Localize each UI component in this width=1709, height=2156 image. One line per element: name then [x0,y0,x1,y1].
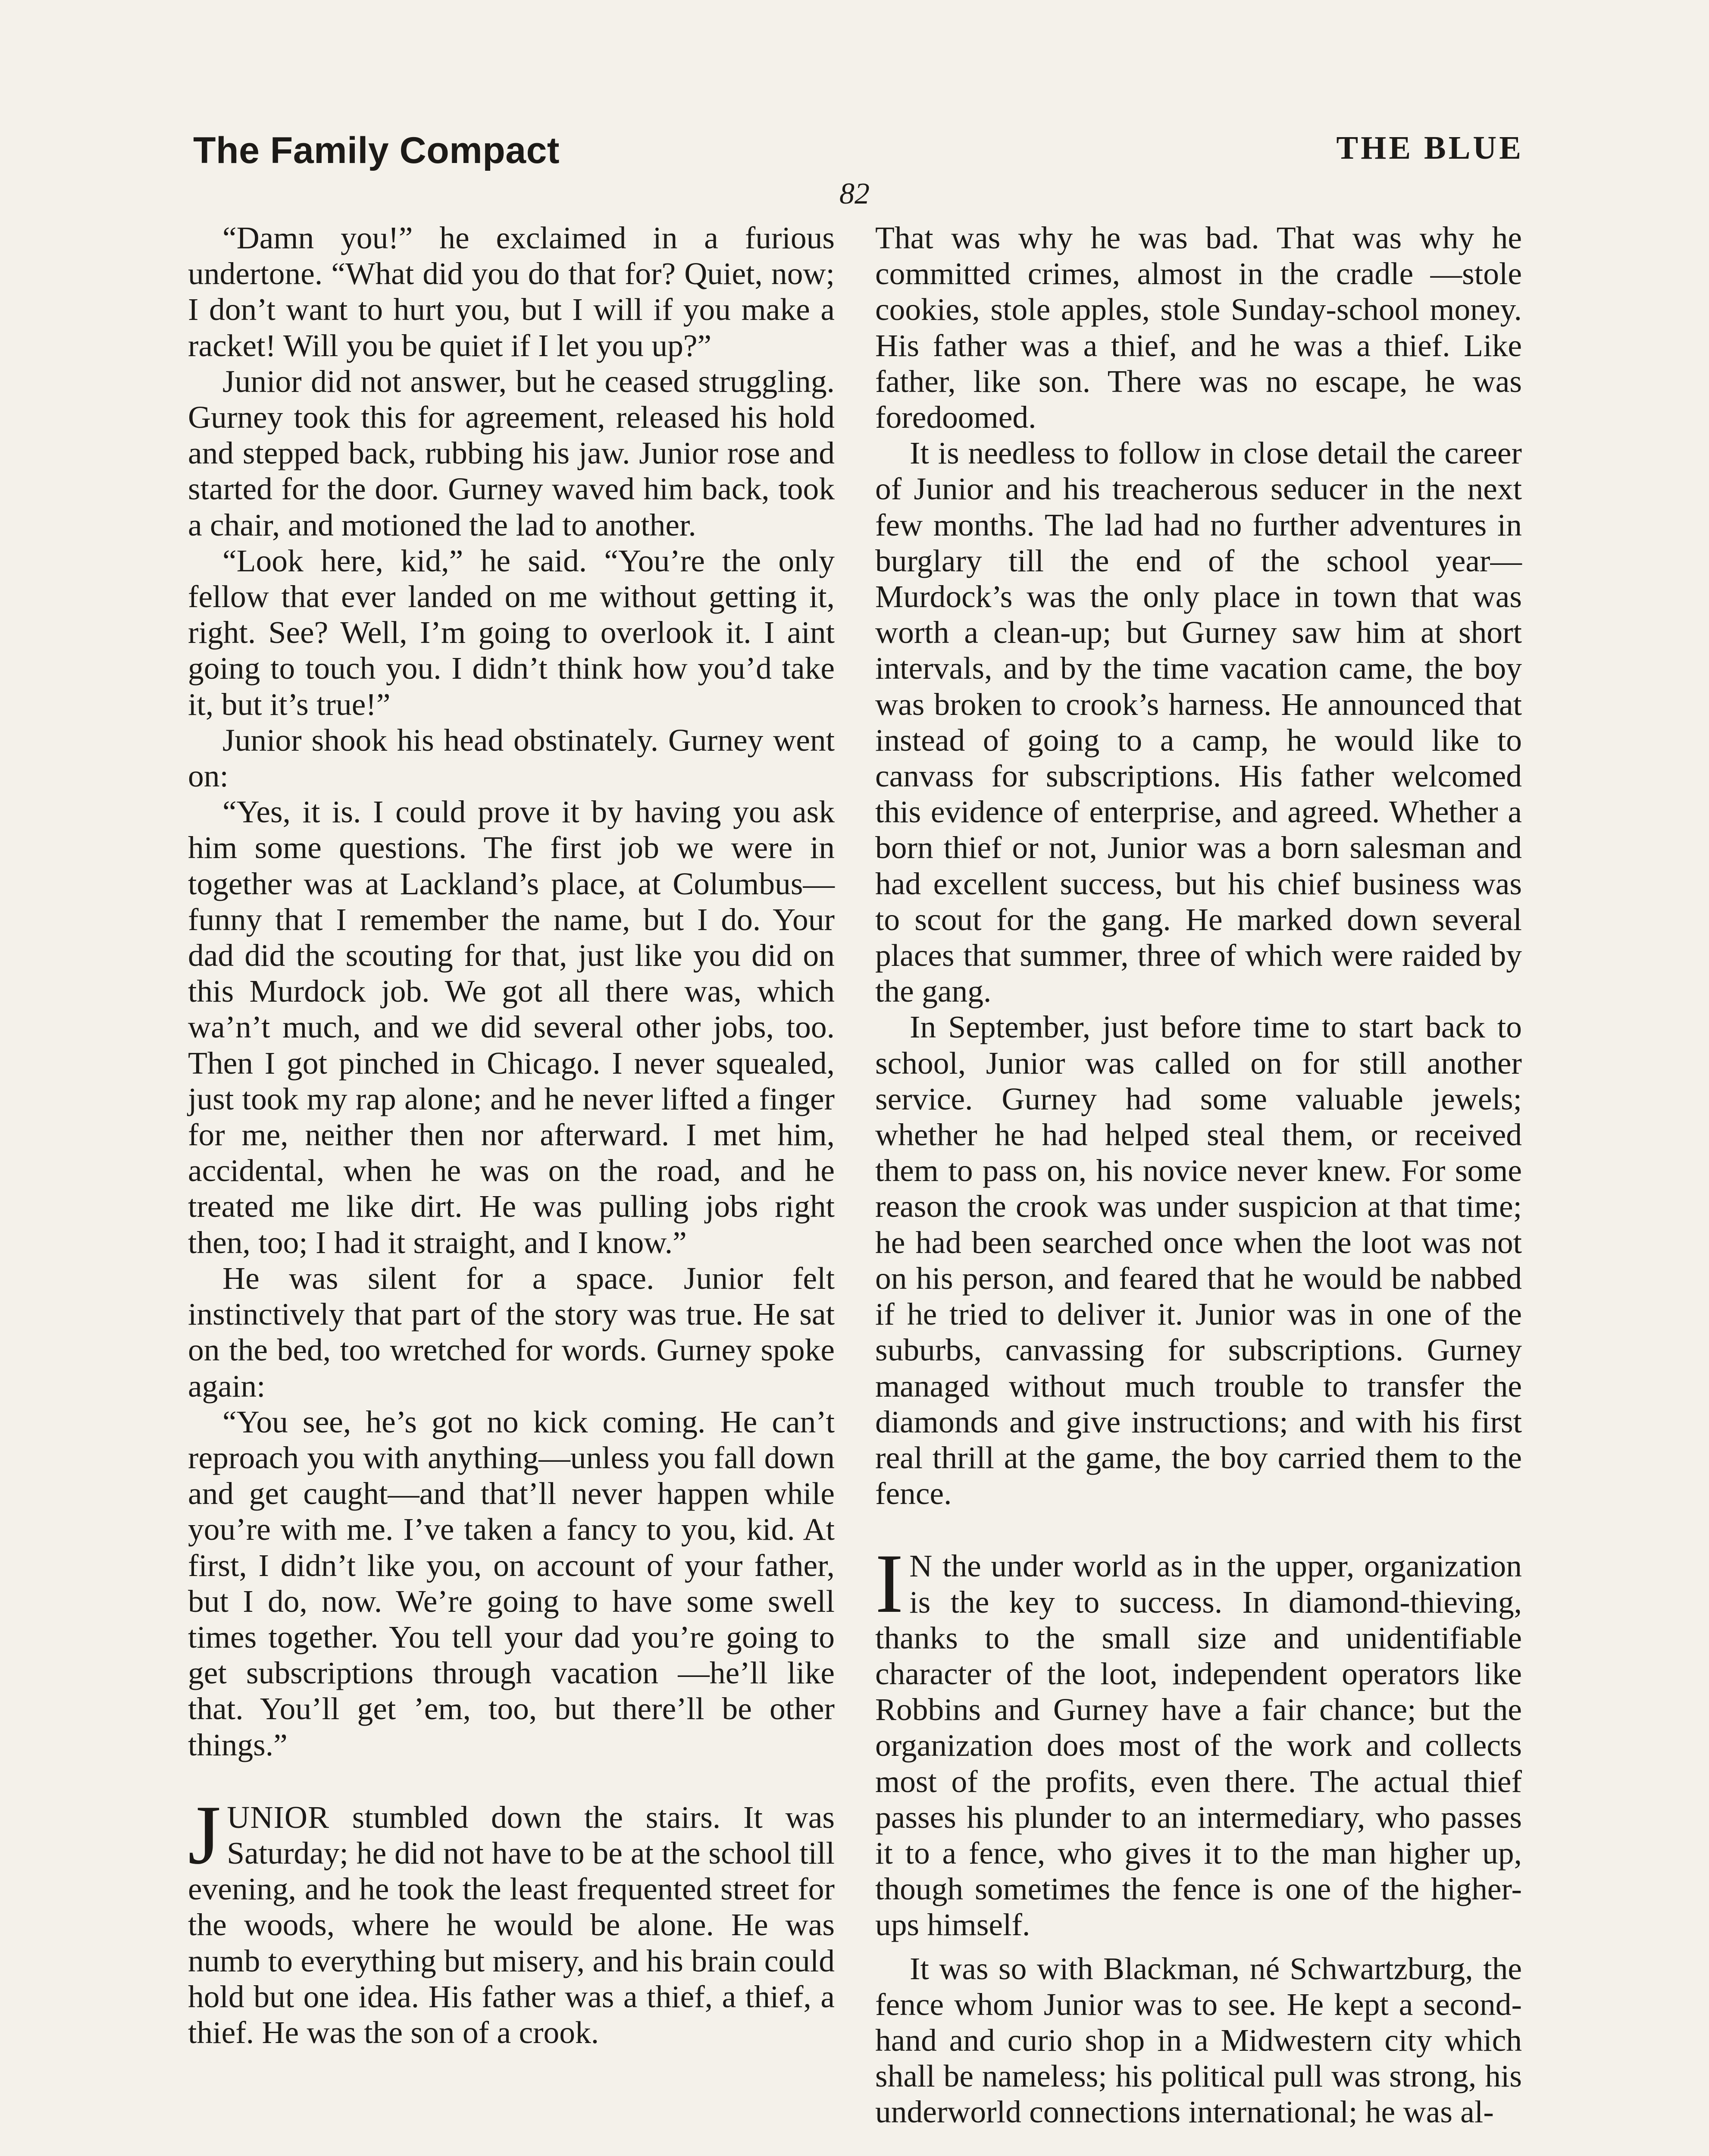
paragraph: Junior did not answer, but he ceased struggling. Gurney took this for agreement, released his hold and stepped back, rubbing his jaw. Junior rose and started for the door. Gurney waved him back, took a chair, and motioned the lad to another. [188,364,835,542]
left-column [188,220,835,2050]
drop-cap: I [875,1537,904,1631]
section-opening-paragraph [875,1537,1522,1943]
paragraph: “You see, he’s got no kick coming. He can’t reproach you with anything—unless you fall down and get caught—and that’ll never happen while you’re with me. I’ve taken a fancy to you, kid. At first, I didn’t like you, on account of your father, but I do, now. We’re going to have some swell times together. You tell your dad you’re going to get subscriptions through vacation —he’ll like that. You’ll get ’em, too, but there’ll be other things.” [188,1404,835,1762]
section-text: the under world as in the upper, organization is the key to success. In diamond-thieving, thanks to the small size and unidentifiable character of the loot, independent operators like Robbins and Gurney have a fair chance; but the organization does most of the work and collects most of the profits, even there. The actual thief passes his plunder to an intermediary, who passes it to a fence, who gives it to the man higher up, though sometimes the fence is one of the higher-ups himself. [875,1548,1522,1943]
paragraph: It is needless to follow in close detail the career of Junior and his treacherous seducer in the next few months. The lad had no further adventures in burglary till the end of the school year—Murdock’s was the only place in town that was worth a clean-up; but Gurney saw him at short intervals, and by the time vacation came, the boy was broken to crook’s harness. He announced that instead of going to a camp, he would like to canvass for subscriptions. His father welcomed this evidence of enterprise, and agreed. Whether a born thief or not, Junior was a born salesman and had excellent success, but his chief business was to scout for the gang. He marked down several places that summer, three of which were raided by the gang. [875,436,1522,1009]
section-text: stumbled down the stairs. It was Saturday; he did not have to be at the school till evening, and he took the least frequented street for the woods, where he would be alone. He was numb to everything but misery, and his brain could hold but one idea. His father was a thief, a thief, a thief. He was the son of a crook. [188,1799,835,2050]
paragraph: That was why he was bad. That was why he committed crimes, almost in the cradle —stole cookies, stole apples, stole Sunday-school money. His father was a thief, and he was a thief. Like father, like son. There was no escape, he was foredoomed. [875,220,1522,435]
running-title: The Family Compact [193,130,560,171]
paragraph: “Damn you!” he exclaimed in a furious undertone. “What did you do that for? Quiet, now; I don’t want to hurt you, but I will if you make a racket! Will you be quiet if I let you up?” [188,220,835,363]
section-opening-paragraph [188,1788,835,2050]
paragraph: It was so with Blackman, né Schwartzburg, the fence whom Junior was to see. He kept a second-hand and curio shop in a Midwestern city which shall be nameless; his political pull was strong, his underworld connections international; he was al- [875,1951,1522,2130]
magazine-name: THE BLUE [1336,130,1524,166]
drop-cap: J [188,1788,221,1882]
right-column [875,220,1522,2130]
paragraph: He was silent for a space. Junior felt instinctively that part of the story was true. He sat on the bed, too wretched for words. Gurney spoke again: [188,1260,835,1404]
paragraph: Junior shook his head obstinately. Gurney went on: [188,722,835,794]
section-lead: N [909,1548,933,1584]
paragraph: In September, just before time to start back to school, Junior was called on for still another service. Gurney had some valuable jewels; whether he had helped steal them, or received them to pass on, his novice never knew. For some reason the crook was under suspicion at that time; he had been searched once when the loot was not on his person, and feared that he would be nabbed if he tried to deliver it. Junior was in one of the suburbs, canvassing for subscriptions. Gurney managed without much trouble to transfer the diamonds and give instructions; and with his first real thrill at the game, the boy carried them to the fence. [875,1009,1522,1511]
page-number: 82 [839,177,870,210]
paragraph: “Look here, kid,” he said. “You’re the only fellow that ever landed on me without getting it, right. See? Well, I’m going to overlook it. I aint going to touch you. I didn’t think how you’d take it, but it’s true!” [188,543,835,722]
section-lead: UNIOR [227,1799,330,1835]
paragraph: “Yes, it is. I could prove it by having you ask him some questions. The first job we were in together was at Lackland’s place, at Columbus—funny that I remember the name, but I do. Your dad did the scouting for that, just like you did on this Murdock job. We got all there was, which wa’n’t much, and we did several other jobs, too. Then I got pinched in Chicago. I never squealed, just took my rap alone; and he never lifted a finger for me, neither then nor afterward. I met him, accidental, when he was on the road, and he treated me like dirt. He was pulling jobs right then, too; I had it straight, and I know.” [188,794,835,1260]
